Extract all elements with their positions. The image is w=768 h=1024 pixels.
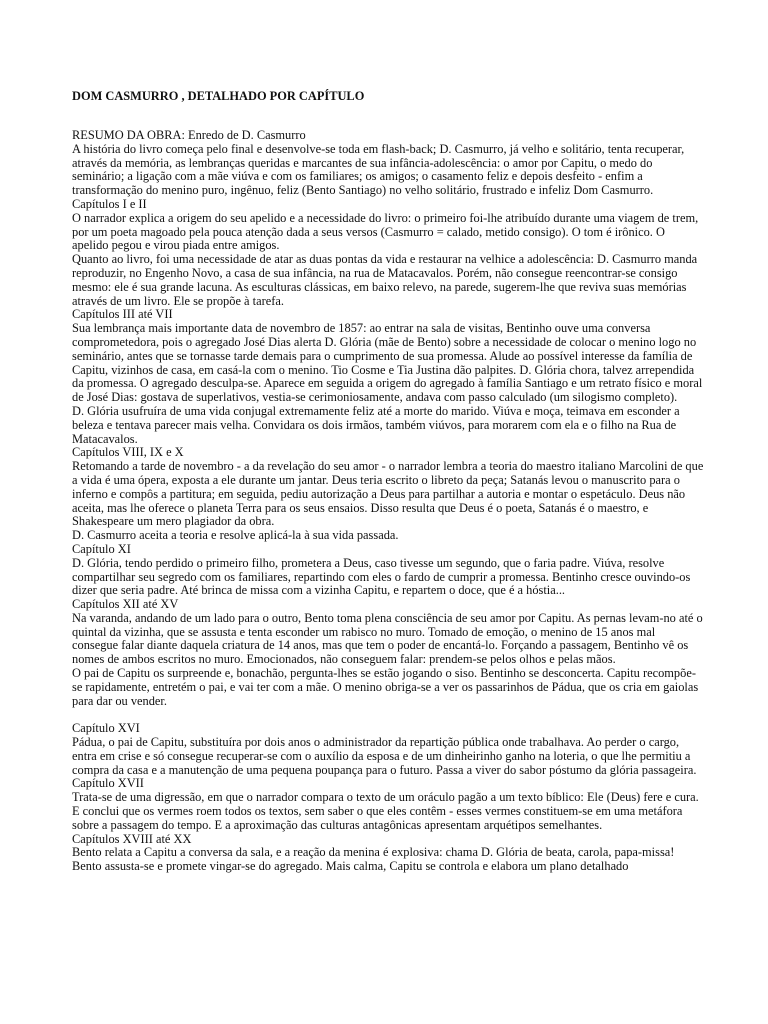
chapter-heading: Capítulos III até VII (72, 307, 173, 322)
chapter-heading: Capítulos I e II (72, 196, 147, 211)
chapter-heading: Capítulos VIII, IX e X (72, 445, 184, 460)
paragraph: Quanto ao livro, foi uma necessidade de atar as duas pontas da vida e restaurar na velhice a adolescência: D. Casmurro manda reproduzir, no Engenho Novo, a casa de sua infância, na rua de Matacavalos. Porém, não consegue reencontrar-se consigo mesmo: ele é sua grande lacuna. As esculturas clássicas, em baixo relevo, na parede, sugerem-lhe que reviva suas memórias através de um livro. Ele se propõe à tarefa. (72, 252, 698, 308)
paragraph: D. Glória, tendo perdido o primeiro filho, prometera a Deus, caso tivesse um segundo, que o faria padre. Viúva, resolve compartilhar seu segredo com os familiares, repartindo com eles o fardo de cumprir a promessa. Bentinho cresce ouvindo-os dizer que seria padre. Até brinca de missa com a vizinha Capitu, e repartem o doce, que é a hóstia... (72, 555, 691, 598)
chapter-heading: Capítulos XII até XV (72, 597, 179, 612)
paragraph: O narrador explica a origem do seu apelido e a necessidade do livro: o primeiro foi-lhe atribuído durante uma viagem de trem, por um poeta magoado pela pouca atenção dada a seus versos (Casmurro = calado, metido consigo). O tom é irônico. O apelido pegou e virou piada entre amigos. (72, 210, 699, 253)
chapter-heading: Capítulos XVIII até XX (72, 831, 192, 846)
document-page (72, 88, 704, 874)
paragraph-spacer (72, 708, 704, 722)
paragraph: A história do livro começa pelo final e desenvolve-se toda em flash-back; D. Casmurro, já velho e solitário, tenta recuperar, através da memória, as lembranças queridas e marcantes de sua infância-adolescência: o amor por Capitu, o medo do seminário; a ligação com a mãe viúva e com os familiares; os amigos; o casamento feliz e depois desfeito - enfim a transformação do menino puro, ingênuo, feliz (Bento Santiago) no velho solitário, frustrado e infeliz Dom Casmurro. (72, 141, 685, 198)
chapter-heading: Capítulo XVII (72, 776, 144, 791)
paragraph: RESUMO DA OBRA: Enredo de D. Casmurro (72, 128, 306, 142)
document-body (72, 129, 704, 874)
paragraph: O pai de Capitu os surpreende e, bonachão, pergunta-lhes se estão jogando o siso. Bentinho se desconcerta. Capitu recompõe-se rapidamente, entretém o pai, e vai ter com a mãe. O menino obriga-se a ver os passarinhos de Pádua, que os cria em gaiolas para dar ou vender. (72, 666, 699, 708)
paragraph: Sua lembrança mais importante data de novembro de 1857: ao entrar na sala de visitas, Bentinho ouve uma conversa comprometedora, pois o agregado José Dias alerta D. Glória (mãe de Bento) sobre a necessidade de colocar o menino logo no seminário, antes que se tornasse tarde demais para o cumprimento de sua promessa. Alude ao possível interesse da família de Capitu, vizinhos de casa, em casá-la com o menino. Tio Cosme e Tia Justina dão palpites. D. Glória chora, talvez arrependida da promessa. O agregado desculpa-se. Aparece em seguida a origem do agregado à família Santiago e um retrato físico e moral de José Dias: gostava de superlativos, vestia-se cerimoniosamente, andava com passo calculado (um silogismo completo). (72, 321, 703, 405)
chapter-heading: Capítulo XVI (72, 721, 140, 736)
paragraph: Trata-se de uma digressão, em que o narrador compara o texto de um oráculo pagão a um texto bíblico: Ele (Deus) fere e cura. E conclui que os vermes roem todos os textos, sem saber o que eles contêm - esses vermes constituem-se em uma metáfora sobre a passagem do tempo. E a aproximação das culturas antagônicas apresentam arquétipos semelhantes. (72, 790, 699, 832)
paragraph: D. Casmurro aceita a teoria e resolve aplicá-la à sua vida passada. (72, 528, 399, 543)
chapter-heading: Capítulo XI (72, 541, 131, 556)
paragraph: Na varanda, andando de um lado para o outro, Bento toma plena consciência de seu amor por Capitu. As pernas levam-no até o quintal da vizinha, que se assusta e tenta esconder um rabisco no muro. Tomado de emoção, o menino de 15 anos mal consegue falar diante daquela criatura de 14 anos, mas que tem o poder de encantá-lo. Forçando a passagem, Bentinho vê os nomes de ambos escritos no muro. Emocionados, não conseguem falar: prendem-se pelos olhos e pelas mãos. (72, 610, 703, 667)
paragraph: Pádua, o pai de Capitu, substituíra por dois anos o administrador da repartição pública onde trabalhava. Ao perder o cargo, entra em crise e só consegue recuperar-se com o auxílio da esposa e de um dinheirinho ganho na loteria, o que lhe permitiu a compra da casa e a manutenção de uma pequena poupança para o futuro. Passa a viver do sabor póstumo da glória passageira. (72, 735, 697, 777)
document-title: DOM CASMURRO , DETALHADO POR CAPÍTULO (72, 89, 365, 103)
paragraph: Bento relata a Capitu a conversa da sala, e a reação da menina é explosiva: chama D. Glória de beata, carola, papa-missa! Bento assusta-se e promete vingar-se do agregado. Mais calma, Capitu se controla e elabora um plano detalhado (72, 845, 675, 874)
paragraph: Retomando a tarde de novembro - a da revelação do seu amor - o narrador lembra a teoria do maestro italiano Marcolini de que a vida é uma ópera, exposta a ele durante um jantar. Deus teria escrito o libreto da peça; Satanás levou o manuscrito para o inferno e compôs a partitura; em seguida, pediu autorização a Deus para partilhar a autoria e montar o espetáculo. Deus não aceita, mas lhe oferece o planeta Terra para os seus ensaios. Disso resulta que Deus é o poeta, Satanás é o maestro, e Shakespeare um mero plagiador da obra. (72, 459, 704, 529)
paragraph: D. Glória usufruíra de uma vida conjugal extremamente feliz até a morte do marido. Viúva e moça, teimava em esconder a beleza e tentava parecer mais velha. Convidara os dois irmãos, também viúvos, para morarem com ela e o filho na Rua de Matacavalos. (72, 403, 680, 446)
